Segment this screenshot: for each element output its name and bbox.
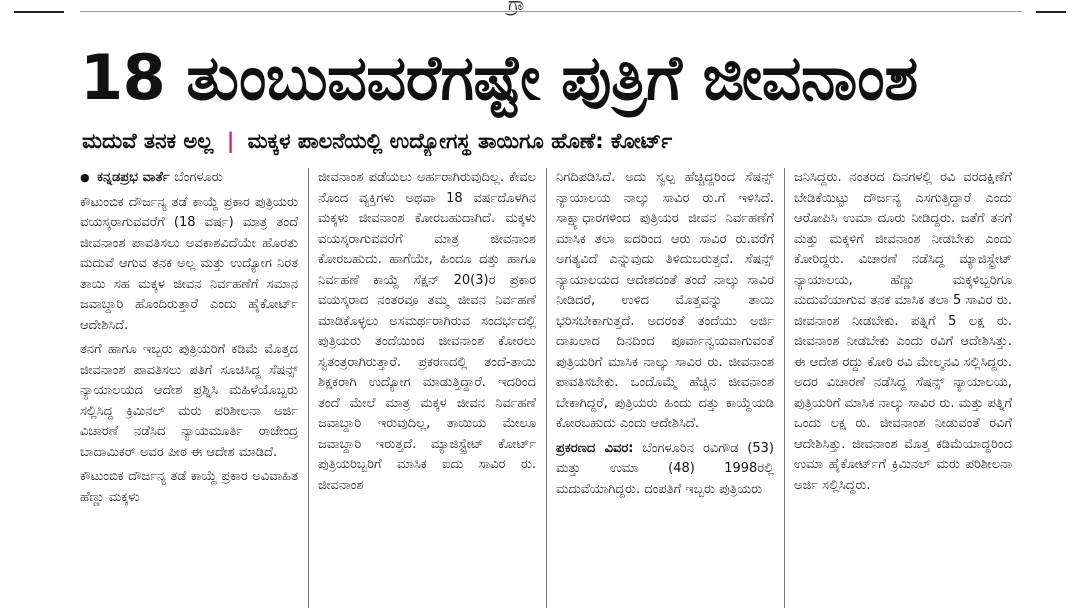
paragraph: ಜನಿಸಿದ್ದರು. ನಂತರದ ದಿನಗಳಲ್ಲಿ ರವಿ ವರದಕ್ಷಿಣೆಗೆ ಬೇಡಿಕೆಯಿಟ್ಟು ದೌರ್ಜನ್ಯ ಎಸಗುತ್ತಿದ್ದಾರೆ ಎಂದು ಆರೋಪಿಸಿ ಉಮಾ ದೂರು ನೀಡಿದ್ದರು. ಜತೆಗೆ ತನಗೆ ಮತ್ತು ಮಕ್ಕಳಿಗೆ ಜೀವನಾಂಶ ನೀಡಬೇಕು ಎಂದು ಕೋರಿದ್ದರು. ವಿಚಾರಣೆ ನಡೆಸಿದ್ದ ಮ್ಯಾಜಿಸ್ಟ್ರೇಟ್ ನ್ಯಾಯಾಲಯ, ಹೆಣ್ಣು ಮಕ್ಕಳಿಬ್ಬರಿಗೂ ಮದುವೆಯಾಗುವ ತನಕ ಮಾಸಿಕ ತಲಾ 5 ಸಾವಿರ ರು. ಜೀವನಾಂಶ ನೀಡಬೇಕು. ಪತ್ನಿಗೆ 5 ಲಕ್ಷ ರು. ಜೀವನಾಂಶ ನೀಡಬೇಕು ಎಂದು ರವಿಗೆ ಆದೇಶಿಸಿತ್ತು. ಈ ಆದೇಶ ರದ್ದು ಕೋರಿ ರವಿ ಮೇಲ್ಮನವಿ ಸಲ್ಲಿಸಿದ್ದರು. ಅದರ ವಿಚಾರಣೆ ನಡೆಸಿದ್ದ ಸೆಷನ್ಸ್ ನ್ಯಾಯಾಲಯ, ಪುತ್ರಿಯರಿಗೆ ಮಾಸಿಕ ನಾಲ್ಕು ಸಾವಿರ ರು. ಮತ್ತು ಪತ್ನಿಗೆ ಒಂದು ಲಕ್ಷ ರು. ಜೀವನಾಂಶ ನೀಡುವಂತೆ ರವಿಗೆ ಆದೇಶಿಸಿತ್ತು. ಜೀವನಾಂಶ ಮೊತ್ತ ಕಡಿಮೆಯಾದ್ದರಿಂದ ಉಮಾ ಹೈಕೋರ್ಟ್‌ಗೆ ಕ್ರಿಮಿನಲ್ ಮರು ಪರಿಶೀಲನಾ ಅರ್ಜಿ ಸಲ್ಲಿಸಿದ್ದರು. [794,170,1012,493]
subheadline [82,126,1022,156]
article-column-1 [80,168,298,608]
column-divider [546,168,547,608]
subhead-part2: ಮಕ್ಕಳ ಪಾಲನೆಯಲ್ಲಿ ಉದ್ಯೋಗಸ್ಥ ತಾಯಿಗೂ ಹೊಣೆ: ಕೋರ್ಟ್ [247,129,673,153]
byline-source: ಕನ್ನಡಪ್ರಭ ವಾರ್ತೆ [97,170,170,185]
headline: 18 ತುಂಬುವವರೆಗಷ್ಟೇ ಪುತ್ರಿಗೆ ಜೀವನಾಂಶ [80,41,918,114]
byline [80,168,298,189]
bullet-icon: ● [80,171,90,184]
subhead-part1: ಮದುವೆ ತನಕ ಅಲ್ಲ [82,129,214,153]
paragraph: ನಿಗದಿಪಡಿಸಿದೆ. ಅದು ಸ್ವಲ್ಪ ಹೆಚ್ಚಿದ್ದರಿಂದ ಸೆಷನ್ಸ್ ನ್ಯಾಯಾಲಯ ನಾಲ್ಕು ಸಾವಿರ ರು.ಗೆ ಇಳಿಸಿದೆ. ಸಾಕ್ಷ್ಯಾಧಾರಗಳಿಂದ ಪುತ್ರಿಯರ ಜೀವನ ನಿರ್ವಹಣೆಗೆ ಮಾಸಿಕ ತಲಾ ಐದರಿಂದ ಆರು ಸಾವಿರ ರು.ವರೆಗೆ ಅಗತ್ಯವಿದೆ ಎನ್ನುವುದು ತಿಳಿದುಬರುತ್ತದೆ. ಸೆಷನ್ಸ್ ನ್ಯಾಯಾಲಯದ ಆದೇಶದಂತೆ ತಂದೆ ನಾಲ್ಕು ಸಾವಿರ ನೀಡಿದರೆ, ಉಳಿದ ಮೊತ್ತವನ್ನು ತಾಯಿ ಭರಿಸಬೇಕಾಗುತ್ತದೆ. ಅದರಂತೆ ತಂದೆಯು ಅರ್ಜಿ ದಾಖಲಾದ ದಿನದಿಂದ ಪೂರ್ವಾನ್ವಯವಾಗುವಂತೆ ಪುತ್ರಿಯರಿಗೆ ಮಾಸಿಕ ನಾಲ್ಕು ಸಾವಿರ ರು. ಜೀವನಾಂಶ ಪಾವತಿಸಬೇಕು. ಒಂದೊಮ್ಮೆ ಹೆಚ್ಚಿನ ಜೀವನಾಂಶ ಬೇಕಾಗಿದ್ದರೆ, ಪುತ್ರಿಯರು ಹಿಂದು ದತ್ತು ಕಾಯ್ದೆಯಡಿ ಕೋರಬಹುದು ಎಂದು ಆದೇಶಿಸಿದೆ. [556,170,774,431]
top-rule-right [1036,11,1066,13]
article-column-2 [318,168,536,608]
byline-place: ಬೆಂಗಳೂರು [174,170,223,185]
top-text-fragment: ಗ್ರಾ [508,0,527,15]
paragraph: ಕೌಟುಂಬಿಕ ದೌರ್ಜನ್ಯ ತಡೆ ಕಾಯ್ದೆ ಪ್ರಕಾರ ಅವಿವಾಹಿತ ಹೆಣ್ಣು ಮಕ್ಕಳು [80,469,298,505]
top-rule-left [14,11,64,13]
top-rule-main [80,11,1022,12]
column-divider [784,168,785,608]
column-divider [308,168,309,608]
case-details-text: ಬೆಂಗಳೂರಿನ ರವಿಗೌಡ (53) ಮತ್ತು ಉಮಾ (48) 1998ರಲ್ಲಿ ಮದುವೆಯಾಗಿದ್ದರು. ದಂಪತಿಗೆ ಇಬ್ಬರು ಪುತ್ರಿಯರು [556,440,774,497]
article-column-3 [556,168,774,608]
paragraph: ತನಗೆ ಹಾಗೂ ಇಬ್ಬರು ಪುತ್ರಿಯರಿಗೆ ಕಡಿಮೆ ಮೊತ್ತದ ಜೀವನಾಂಶ ಪಾವತಿಸಲು ಪತಿಗೆ ಸೂಚಿಸಿದ್ದ ಸೆಷನ್ಸ್ ನ್ಯಾಯಾಲಯದ ಆದೇಶ ಪ್ರಶ್ನಿಸಿ ಮಹಿಳೆಯೊಬ್ಬರು ಸಲ್ಲಿಸಿದ್ದ ಕ್ರಿಮಿನಲ್ ಮರು ಪರಿಶೀಲನಾ ಅರ್ಜಿ ವಿಚಾರಣೆ ನಡೆಸಿದ ನ್ಯಾಯಮೂರ್ತಿ ರಾಜೇಂದ್ರ ಬಾದಾಮಿಕರ್ ಅವರ ಪೀಠ ಈ ಆದೇಶ ಮಾಡಿದೆ. [80,342,298,460]
paragraph: ಜೀವನಾಂಶ ಪಡೆಯಲು ಅರ್ಹರಾಗಿರುವುದಿಲ್ಲ. ಕೇವಲ ನೊಂದ ವ್ಯಕ್ತಿಗಳು ಅಥವಾ 18 ವರ್ಷದೊಳಗಿನ ಮಕ್ಕಳು ಜೀವನಾಂಶ ಕೋರಬಹುದಾಗಿದೆ. ಮಕ್ಕಳು ವಯಸ್ಕರಾಗುವವರೆಗೆ ಮಾತ್ರ ಜೀವನಾಂಶ ಕೋರಬಹುದು. ಹಾಗೆಯೇ, ಹಿಂದೂ ದತ್ತು ಹಾಗೂ ನಿರ್ವಹಣೆ ಕಾಯ್ದೆ ಸೆಕ್ಷನ್ 20(3)ರ ಪ್ರಕಾರ ವಯಸ್ಕರಾದ ನಂತರವೂ ತಮ್ಮ ಜೀವನ ನಿರ್ವಹಣೆ ಮಾಡಿಕೊಳ್ಳಲು ಅಸಮರ್ಥರಾಗಿರುವ ಸಂದರ್ಭದಲ್ಲಿ ಪುತ್ರಿಯರು ತಂದೆಯಿಂದ ಜೀವನಾಂಶ ಕೋರಲು ಸ್ವತಂತ್ರರಾಗಿರುತ್ತಾರೆ. ಪ್ರಕರಣದಲ್ಲಿ ತಂದೆ-ತಾಯಿ ಶಿಕ್ಷಕರಾಗಿ ಉದ್ಯೋಗ ಮಾಡುತ್ತಿದ್ದಾರೆ. ಇದರಿಂದ ತಂದೆ ಮೇಲೆ ಮಾತ್ರ ಮಕ್ಕಳ ಜೀವನ ನಿರ್ವಹಣೆ ಜವಾಬ್ದಾರಿ ಇರುವುದಿಲ್ಲ, ತಾಯಿಯ ಮೇಲೂ ಜವಾಬ್ದಾರಿ ಇರುತ್ತದೆ. ಮ್ಯಾಜಿಸ್ಟ್ರೇಟ್ ಕೋರ್ಟ್ ಪುತ್ರಿಯರಿಬ್ಬರಿಗೆ ಮಾಸಿಕ ಐದು ಸಾವಿರ ರು. ಜೀವನಾಂಶ [318,170,536,493]
case-details-paragraph [556,439,774,501]
case-details-label: ಪ್ರಕರಣದ ವಿವರ: [556,440,634,456]
paragraph: ಕೌಟುಂಬಿಕ ದೌರ್ಜನ್ಯ ತಡೆ ಕಾಯ್ದೆ ಪ್ರಕಾರ ಪುತ್ರಿಯರು ವಯಸ್ಕರಾಗುವವರೆಗೆ (18 ವರ್ಷ) ಮಾತ್ರ ತಂದೆ ಜೀವನಾಂಶ ಪಾವತಿಸಲು ಅವಕಾಶವಿದೆಯೇ ಹೊರತು ಮದುವೆ ಆಗುವ ತನಕ ಅಲ್ಲ ಮತ್ತು ಉದ್ಯೋಗ ನಿರತ ತಾಯಿ ಸಹ ಮಕ್ಕಳ ಜೀವನ ನಿರ್ವಹಣೆಗೆ ಸಮಾನ ಜವಾಬ್ದಾರಿ ಹೊಂದಿರುತ್ತಾರೆ ಎಂದು ಹೈಕೋರ್ಟ್ ಆದೇಶಿಸಿದೆ. [80,194,298,333]
article-body [80,168,1030,608]
subhead-divider: | [226,129,235,153]
article-column-4 [794,168,1012,608]
